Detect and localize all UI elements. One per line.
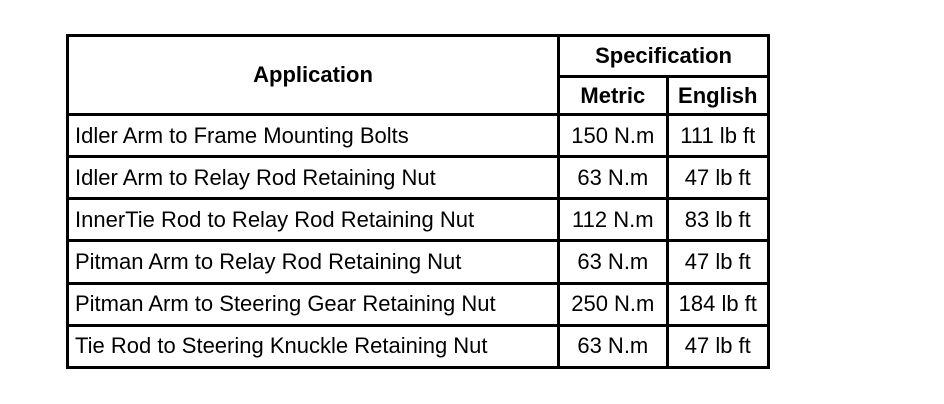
english-cell: 111 lb ft	[667, 115, 768, 157]
table-row	[68, 283, 769, 325]
english-cell: 47 lb ft	[667, 157, 768, 199]
english-header: English	[667, 77, 768, 115]
metric-cell: 63 N.m	[559, 241, 667, 283]
table-row	[68, 115, 769, 157]
application-cell: Idler Arm to Relay Rod Retaining Nut	[68, 157, 559, 199]
application-header: Application	[68, 36, 559, 115]
torque-specification-table	[66, 34, 770, 369]
application-cell: Idler Arm to Frame Mounting Bolts	[68, 115, 559, 157]
table-row	[68, 199, 769, 241]
specification-header: Specification	[559, 36, 769, 77]
application-cell: Tie Rod to Steering Knuckle Retaining Nut	[68, 325, 559, 367]
metric-cell: 63 N.m	[559, 325, 667, 367]
table-row	[68, 325, 769, 367]
table-row	[68, 241, 769, 283]
metric-cell: 150 N.m	[559, 115, 667, 157]
english-cell: 184 lb ft	[667, 283, 768, 325]
application-cell: InnerTie Rod to Relay Rod Retaining Nut	[68, 199, 559, 241]
table-row	[68, 157, 769, 199]
metric-cell: 112 N.m	[559, 199, 667, 241]
english-cell: 47 lb ft	[667, 325, 768, 367]
application-cell: Pitman Arm to Relay Rod Retaining Nut	[68, 241, 559, 283]
english-cell: 83 lb ft	[667, 199, 768, 241]
metric-cell: 63 N.m	[559, 157, 667, 199]
metric-cell: 250 N.m	[559, 283, 667, 325]
header-row-top	[68, 36, 769, 77]
metric-header: Metric	[559, 77, 667, 115]
english-cell: 47 lb ft	[667, 241, 768, 283]
application-cell: Pitman Arm to Steering Gear Retaining Nut	[68, 283, 559, 325]
